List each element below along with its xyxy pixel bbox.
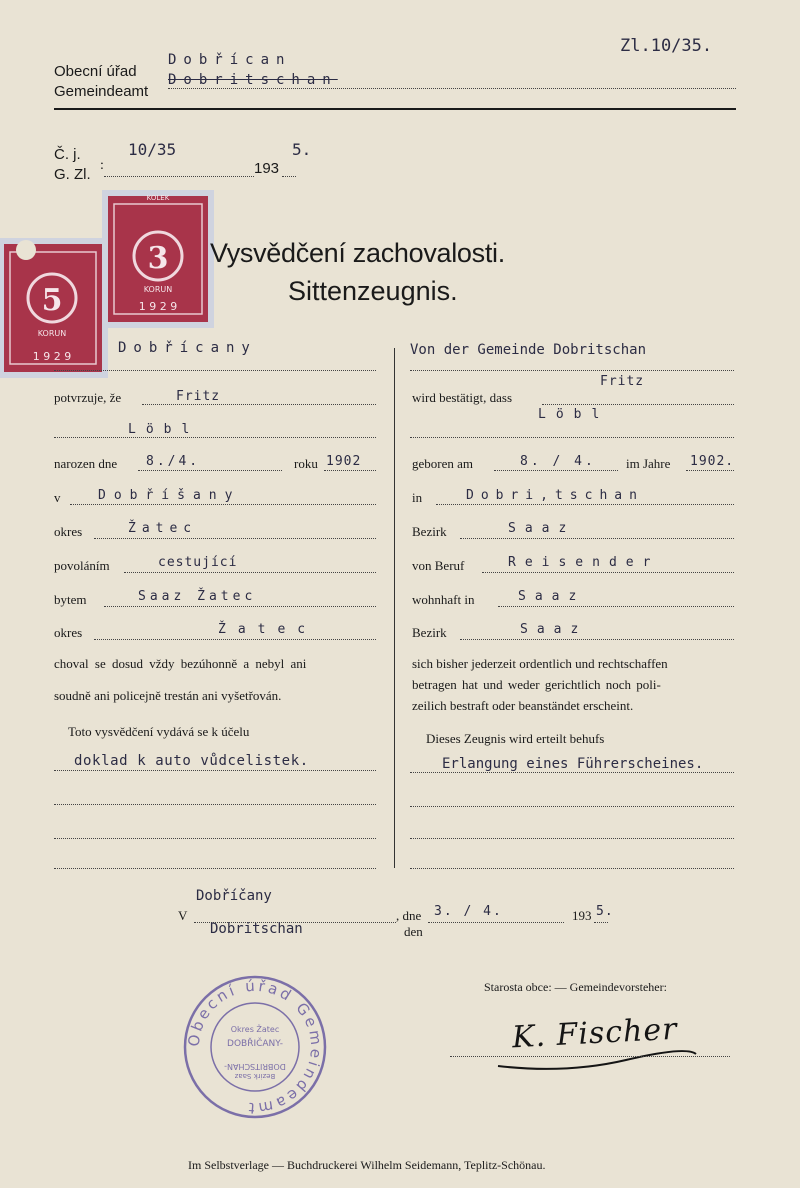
de-certifies-label: wird bestätigt, dass (412, 390, 513, 405)
place-den-label: den (404, 924, 423, 939)
cz-district-label: okres (54, 524, 83, 539)
cz-district2-dots (94, 639, 376, 640)
cz-birth-year: 1902 (326, 454, 362, 469)
cz-district: Žatec (128, 521, 198, 536)
seal-line4: Bezirk Saaz (234, 1072, 276, 1080)
stamp-right-bottom-text: KORUN (143, 285, 173, 294)
de-birth-year-dots (686, 470, 734, 471)
de-district-dots (460, 538, 734, 539)
de-birth-year: 1902. (690, 454, 735, 469)
seal-outer-text: Obecní úřad Gemeindeamt (184, 976, 326, 1118)
title-cz: Vysvědčení zachovalosti. (210, 238, 505, 268)
cz-birth-date-dots (138, 470, 282, 471)
cz-conduct-line2: soudně ani policejně trestán ani vyšetřován. (54, 688, 282, 703)
cz-purpose: doklad k auto vůdcelistek. (74, 753, 309, 769)
cz-birth-date: 8./4. (146, 454, 201, 469)
cz-birthplace-dots (70, 504, 376, 505)
cz-occupation: cestující (158, 555, 238, 570)
reference-number: Zl.10/35. (620, 36, 713, 56)
de-first-name-dots (542, 404, 734, 405)
office-label-de: Gemeindeamt (54, 83, 149, 100)
de-municipality-dots (410, 370, 734, 371)
de-purpose-dots-2 (410, 806, 734, 807)
revenue-stamp-right (102, 190, 214, 328)
de-first-name: Fritz (600, 374, 645, 389)
de-district: Saaz (508, 521, 576, 536)
reference-dotted-line (104, 176, 254, 177)
cz-birth-year-dots (324, 470, 376, 471)
de-residence-dots (498, 606, 734, 607)
column-divider (394, 348, 395, 868)
de-surname: Löbl (538, 407, 610, 422)
signature-dots (450, 1056, 730, 1057)
de-purpose-dots-1 (410, 772, 734, 773)
cz-purpose-dots-3 (54, 838, 376, 839)
stamp-right-year: 1 9 2 9 (138, 300, 178, 313)
gzl-label: G. Zl. (54, 166, 91, 183)
de-birthplace: Dobri,tschan (466, 488, 644, 503)
seal-line3: DOBRITSCHAN- (224, 1062, 286, 1071)
office-dotted-line (168, 88, 736, 89)
cz-district-dots (94, 538, 376, 539)
cz-residence-dots (104, 606, 376, 607)
reference-year-suffix: 5. (292, 140, 312, 159)
place-year-dots (594, 922, 608, 923)
place-de: Dobritschan (210, 921, 303, 937)
de-occupation-dots (482, 572, 734, 573)
signature-label: Starosta obce: — Gemeindevorsteher: (484, 980, 667, 994)
de-district-label: Bezirk (412, 524, 447, 539)
de-purpose-dots-4 (410, 868, 734, 869)
place-cz: Dobříčany (196, 888, 272, 904)
printer-footer: Im Selbstverlage — Buchdruckerei Wilhelm Seidemann, Teplitz-Schönau. (188, 1158, 546, 1172)
cz-district2-label: okres (54, 625, 83, 640)
cz-purpose-dots-1 (54, 770, 376, 771)
place-date-value: 3. / 4. (434, 904, 503, 919)
cz-purpose-dots-2 (54, 804, 376, 805)
de-birth-date-dots (494, 470, 618, 471)
cz-first-name: Fritz (176, 389, 221, 404)
cz-municipality-dots (54, 370, 376, 371)
seal-line2: DOBŘIČANY- (227, 1039, 283, 1049)
cz-first-name-dots (142, 404, 376, 405)
reference-year-prefix: 193 (254, 160, 280, 177)
de-conduct-line1: sich bisher jederzeit ordentlich und rechtschaffen (412, 656, 668, 671)
cz-conduct-line1: choval se dosud vždy bezúhonně a nebyl ani (54, 656, 307, 671)
place-v-label: V (178, 908, 188, 923)
place-dne-label: , dne (396, 908, 422, 923)
de-residence-label: wohnhaft in (412, 592, 475, 607)
cz-born-label: narozen dne (54, 456, 118, 471)
de-municipality-line: Von der Gemeinde Dobritschan (410, 342, 647, 358)
office-label-cz: Obecní úřad (54, 63, 137, 80)
de-year-label: im Jahre (626, 456, 671, 471)
place-year-prefix: 193 (572, 908, 592, 923)
reference-colon: : (100, 158, 104, 173)
signature-flourish (486, 1044, 706, 1074)
de-occupation: Reisender (508, 555, 660, 570)
stamp-right-top-text: KOLEK (146, 194, 170, 202)
header-rule (54, 108, 736, 110)
cz-surname-dots (54, 437, 376, 438)
cz-certifies-label: potvrzuje, že (54, 390, 122, 405)
de-purpose-label: Dieses Zeugnis wird erteilt behufs (426, 731, 605, 746)
cz-district2: Žatec (218, 622, 318, 637)
reference-year-dotted (282, 176, 296, 177)
revenue-stamp-left (0, 238, 108, 378)
stamp-right-value: 3 (147, 241, 169, 276)
stamp-left-value: 5 (41, 283, 63, 318)
de-birthplace-dots (436, 504, 734, 505)
cz-surname: Löbl (128, 422, 200, 437)
cj-label: Č. j. (54, 146, 81, 163)
de-district2-dots (460, 639, 734, 640)
place-year-suffix: 5. (596, 904, 614, 919)
signature-script: K. Fischer (511, 1011, 679, 1056)
cz-purpose-label: Toto vysvědčení vydává se k účelu (68, 724, 250, 739)
place-date-dots (428, 922, 564, 923)
de-surname-dots (410, 437, 734, 438)
cz-residence: Saaz Žatec (138, 589, 257, 604)
stamp-left-year: 1 9 2 9 (32, 350, 72, 363)
de-conduct-line2: betragen hat und weder gerichtlich noch poli- (412, 677, 661, 692)
de-birth-date: 8. / 4. (520, 454, 596, 469)
cz-municipality: Dobřícany (118, 340, 257, 356)
seal-line1: Okres Žatec (230, 1025, 280, 1034)
de-residence: Saaz (518, 589, 586, 604)
reference-number-value: 10/35 (128, 140, 177, 159)
de-in-label: in (412, 490, 423, 505)
de-district2-label: Bezirk (412, 625, 447, 640)
office-value-de: Dobritschan (168, 72, 338, 88)
de-born-label: geboren am (412, 456, 474, 471)
title-de: Sittenzeugnis. (288, 276, 458, 306)
cz-in-label: v (54, 490, 61, 505)
de-purpose: Erlangung eines Führerscheines. (442, 756, 704, 772)
official-seal (180, 972, 330, 1122)
de-purpose-dots-3 (410, 838, 734, 839)
cz-occupation-dots (124, 572, 376, 573)
cz-year-label: roku (294, 456, 318, 471)
cz-purpose-dots-4 (54, 868, 376, 869)
office-value-cz: Dobřícan (168, 52, 292, 68)
de-conduct-line3: zeilich bestraft oder beanständet erscheint. (412, 698, 634, 713)
stamp-left-bottom-text: KORUN (37, 329, 67, 338)
de-occupation-label: von Beruf (412, 558, 465, 573)
cz-birthplace: Dobříšany (98, 488, 241, 503)
de-district2: Saaz (520, 622, 588, 637)
cz-residence-label: bytem (54, 592, 87, 607)
cz-occupation-label: povoláním (54, 558, 110, 573)
